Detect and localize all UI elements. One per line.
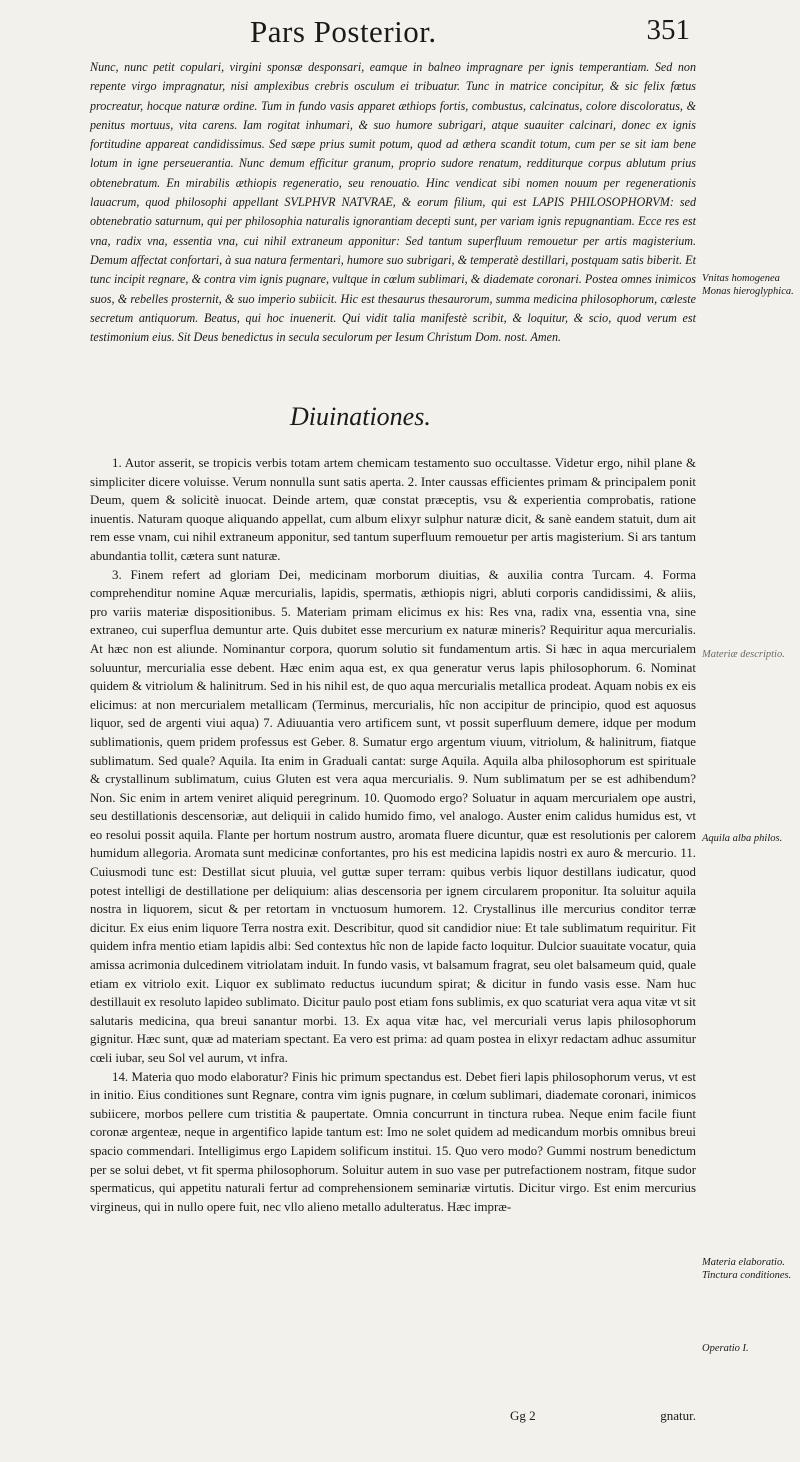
- margin-note-materiae: Materiæ descriptio.: [702, 649, 785, 660]
- paragraph-1: 1. Autor asserit, se tropicis verbis totam artem chemicam testamento suo occultasse. Videtur ergo, nihil plane & simpliciter dicere voluisse. Verum nonnulla sunt satis aperta. 2. Inter caussas efficientes primam & principalem ponit Deum, quem & solicitè inuocat. Deinde artem, quæ constat præceptis, vsu & experientia comprobatis, ratione inuentis. Naturam quoque aliquando appellat, cum album elixyr sulphur naturæ dicit, & sanè eandem statuit, dum ait rem esse vnam, cui nihil extraneum apponitur, sed tantum superfluum remouetur per artis magisterium. Si ars tantum abundantia tollit, cætera sunt naturæ.: [90, 456, 696, 563]
- margin-note-aquila: Aquila alba philos.: [702, 833, 783, 844]
- catchword: gnatur.: [660, 1408, 696, 1423]
- margin-note-operatio: Operatio I.: [702, 1343, 749, 1354]
- paragraph-3: 14. Materia quo modo elaboratur? Finis hic primum spectandus est. Debet fieri lapis philosophorum verus, vt est in initio. Eius conditiones sunt Regnare, contra vim ignis pugnare, in cœlum sublimari, diademate coronari, inimicos subiicere, morbos pellere cum tristitia & paupertate. Omnia concurrunt in tinctura rubea. Neque enim facile fiunt coronæ argenteæ, neque in argentifico lapide tantum est: Imo ne solet quidem ad medicandum morbis omnibus breui spacio commendari. Intelligimus ergo Lapidem solificum institui. 15. Quo vero modo? Gummi nostrum benedictum per se solui debet, vt fit sperma philosophorum. Soluitur autem in suo vase per putrefactionem nostram, fitque sudor spermaticus, qui appetitu naturali fertur ad comprehensionem seminariæ virtutis. Dicitur virgo. Est enim mercurius virgineus, qui in nullo opere fuit, nec vllo alieno metallo adulteratus. Hæc impræ-: [90, 1069, 696, 1214]
- italic-text-block: [90, 58, 696, 347]
- page-number: 351: [646, 14, 690, 46]
- paragraph-2: 3. Finem refert ad gloriam Dei, medicinam morborum diuitias, & auxilia contra Turcam. 4. Forma comprehenditur nomine Aquæ mercurialis, lapidis, spermatis, æthiopis nigri, abluti corporis candidissimi, & aliis, pro variis materiæ dispositionibus. 5. Materiam primam elicimus ex his: Res vna, radix vna, essentia vna, sine extraneo, cui superflua demuntur arte. Quis dubitet esse mercurium ex naturæ mineris? Requiritur aqua mercurialis. At hæc non est aliunde. Nominantur corpora, quorum solutio sit fundamentum artis. Si hæc in aqua mercurialem soluuntur, mercurialia esse debent. Hæc enim aqua est, ex qua generatur verus lapis philosophorum. 6. Nominat quidem & vitriolum & halinitrum. Sed in his nihil est, de quo aqua mercurialis metallica prodeat. Aquam nobis ex eis elicimus: at non mercurialem metallicam (Terminus, mercurialis, hîc non accipitur de principio, quod est aquosus liquor, sed de argenti viui aqua) 7. Adiuuantia vero artificem sunt, vt possit superfluum demere, idque per modum sublimationis, quem pridem professus est Geber. 8. Sumatur ergo argentum viuum, vitriolum, & halinitrum, fiatque sublimatum. Sed quale? Aquila. Ita enim in Graduali cantat: surge Aquila. Aquila alba philosophorum est spirituale & crystallinum sublimatum, cuius Gluten est vera aqua mercurialis. 9. Num sublimatum per se est adhibendum? Non. Sic enim in artem veniret aliquid peregrinum. 10. Quomodo ergo? Soluatur in aquam mercurialem ope austri, seu destillationis descensoriæ, aut deliquii in calido humido fimo, vel analogo. Auster enim calidus humidus est, vt eo resolui possit aquila. Flante per hortum nostrum austro, aromata fluere dicuntur, quæ est resolutionis per calorem humidum allegoria. Aromata sunt medicinæ confortantes, pro his est medicina lapidis nostri ex auro & mercurio. 11. Cuiusmodi tunc est: Destillat sicut pluuia, vel guttæ super terram: quibus verbis liquor destillans iudicatur, quod potest intelligi de destillatione per deliquium: alias descensoria per ignem circularem proponitur. Ita soluitur aquila nostra in liquorem, sicut & per retortam in vnctuosum humorem. 12. Crystallinus ille mercurius conditor terræ dicitur. Ex eius enim liquore Terra nostra exit. Describitur, quod sit candidior niue: Et tale sublimatum requiritur. Fit quidem infra mentio etiam lapidis albi: Sed contextus hîc non de lapide facto loquitur. Dulcior suauitate vocatur, quia amissa acrimonia dulcedinem vitriolatam induit. In fundo vasis, vt balsamum fragrat, seu olet balsameum quid, quale etiam ex vitriolo exit. Liquor ex sublimato reductus iucundum spirat; & dicitur in fundo vasis esse. Nam huc destillauit ex resoluto lapideo sublimato. Dicitur paulo post etiam fons sublimis, ex quo scaturiat vera aqua vitæ vt sit salutaris medicina, qua breui sanantur morbi. 13. Ex aqua vitæ hac, vel mercuriali verus lapis philosophorum gignitur. Hæc sunt, quæ ad materiam spectant. Ea vero est prima: ad quam postea in elixyr redactam adhuc assumitur cœli iubar, seu Sol vel aurum, vt infra.: [90, 567, 696, 1065]
- margin-note-elaboratio: Materia elaboratio. Tinctura conditiones.: [702, 1257, 792, 1281]
- page-header: [250, 14, 690, 50]
- main-text-block: [90, 454, 696, 1216]
- italic-paragraph: Nunc, nunc petit copulari, virgini sponsæ desponsari, eamque in balneo impragnare per ignis temperantiam. Sed non repente virgo impragnatur, nisi amplexibus crebris osculum ei tribuatur. Tunc in matrice concipitur, & sic felix fœtus procreatur, hocque naturæ ordine. Tum in fundo vasis apparet æthiops fortis, combustus, calcinatus, colore discoloratus, & penitus mortuus, vita carens. Iam rogitat inhumari, & suo humore subrigari, atque suauiter calcinari, donec ex ignis fortitudine appareat candidissimus. Sed sæpe prius sumit potum, quod ad æthera scandit totum, cum per se sit iam bene lotum in igne perseuerantia. Nunc demum efficitur granum, proprio sudore renatum, redditurque corpus ablutum prius obtenebratum. En mirabilis æthiopis regeneratio, seu renouatio. Hinc vendicat sibi nomen nouum per regenerationis lauacrum, quod philosophi appellant SVLPHVR NATVRAE, & eorum filium, qui est LAPIS PHILOSOPHORVM: sed obtenebratio saturnum, qui per philosophia naturalis ignorantiam decepti sunt, per variam ignis repugnantiam. Ecce res est vna, radix vna, essentia vna, cui nihil extraneum apponitur: Sed tantum superfluum remouetur per artis magisterium. Demum affectat confortari, à sua natura fermentari, humore suo subrigari, & temperatè destillari, postquam satis biberit. Et tunc incipit regnare, & contra vim ignis pugnare, vultque in cœlum sublimari, & diademate coronari. Postea omnes inimicos suos, & rebelles prosternit, & suo imperio subiicit. Hic est thesaurus thesaurorum, summa medicina philosophorum, cœleste secretum antiquorum. Beatus, qui hoc inuenerit. Qui vidit talia manifestè scribit, & loquitur, & scio, quod verum est testimonium eius. Sit Deus benedictus in secula seculorum per Iesum Christum Dom. nost. Amen.: [90, 60, 696, 345]
- section-title: Diuinationes.: [290, 402, 431, 431]
- signature-mark: Gg 2: [510, 1408, 536, 1423]
- running-title: Pars Posterior.: [250, 14, 437, 49]
- margin-note-vnitas: Vnitas homogenea Monas hieroglyphica.: [702, 273, 794, 297]
- page-footer: [90, 1408, 696, 1430]
